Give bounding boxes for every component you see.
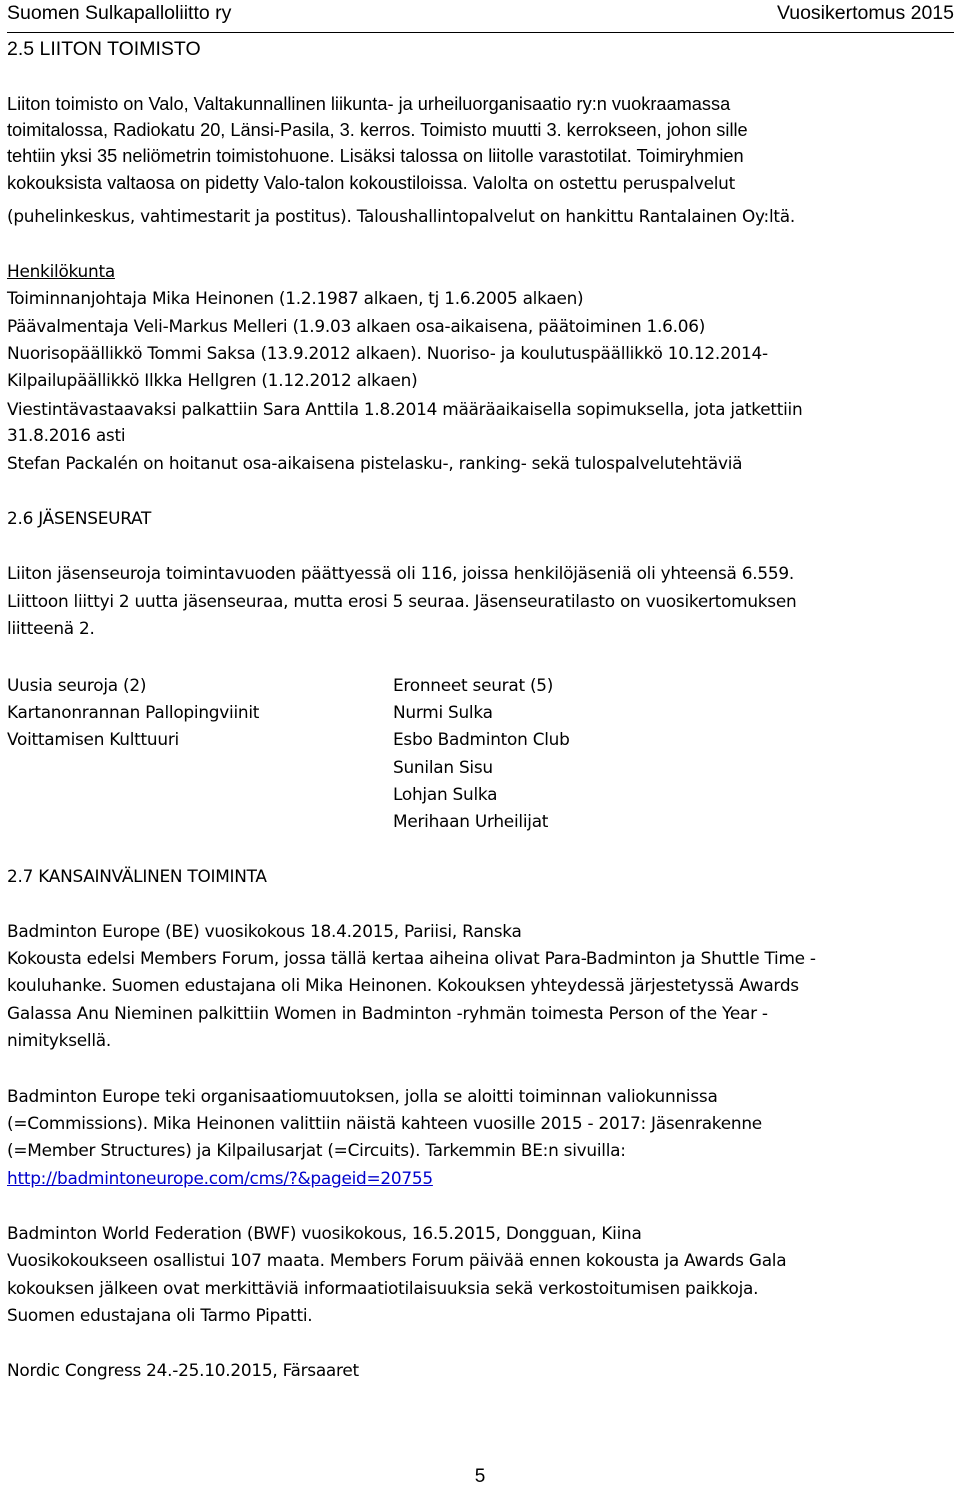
intl-text-line: Badminton Europe (BE) vuosikokous 18.4.2015, Pariisi, Ranska	[7, 921, 522, 941]
intl-text-line: Suomen edustajana oli Tarmo Pipatti.	[7, 1305, 313, 1325]
new-club-item: Voittamisen Kulttuuri	[7, 729, 179, 749]
header-document-title: Vuosikertomus 2015	[776, 2, 954, 24]
section-heading-clubs: 2.6 JÄSENSEURAT	[7, 508, 152, 528]
intl-text-line: kouluhanke. Suomen edustajana oli Mika Heinonen. Kokouksen yhteydessä järjestetyssä Awards	[7, 975, 799, 995]
intl-text-line: Nordic Congress 24.-25.10.2015, Färsaaret	[7, 1360, 359, 1380]
page-number: 5	[474, 1466, 486, 1487]
intl-text-line: Galassa Anu Nieminen palkittiin Women in Badminton -ryhmän toimesta Person of the Year -	[7, 1003, 768, 1023]
intl-text-line: Badminton World Federation (BWF) vuosikokous, 16.5.2015, Dongguan, Kiina	[7, 1223, 642, 1243]
staff-heading: Henkilökunta	[7, 261, 115, 281]
staff-line: Nuorisopäällikkö Tommi Saksa (13.9.2012 alkaen). Nuoriso- ja koulutuspäällikkö 10.12.2014-	[7, 343, 768, 363]
new-club-item: Kartanonrannan Pallopingviinit	[7, 702, 260, 722]
staff-line: 31.8.2016 asti	[7, 425, 126, 445]
clubs-text-line: Liiton jäsenseuroja toimintavuoden päättyessä oli 116, joissa henkilöjäseniä oli yhteensä 6.559.	[7, 563, 794, 583]
staff-line: Toiminnanjohtaja Mika Heinonen (1.2.1987 alkaen, tj 1.6.2005 alkaen)	[7, 288, 584, 308]
new-clubs-title: Uusia seuroja (2)	[7, 675, 147, 695]
section-heading-office: 2.5 LIITON TOIMISTO	[7, 38, 201, 60]
header-organization: Suomen Sulkapalloliitto ry	[7, 2, 232, 24]
intl-text-line: nimityksellä.	[7, 1030, 111, 1050]
left-club-item: Merihaan Urheilijat	[393, 811, 549, 831]
clubs-text-line: liitteenä 2.	[7, 618, 95, 638]
staff-line: Viestintävastaavaksi palkattiin Sara Anttila 1.8.2014 määräaikaisella sopimuksella, jota jatkettiin	[7, 399, 803, 419]
left-clubs-title: Eronneet seurat (5)	[393, 675, 554, 695]
left-club-item: Lohjan Sulka	[393, 784, 498, 804]
office-text-line: Liiton toimisto on Valo, Valtakunnallinen liikunta- ja urheiluorganisaatio ry:n vuokraamassa	[7, 94, 731, 114]
badminton-europe-link[interactable]: http://badmintoneurope.com/cms/?&pageid=20755	[7, 1168, 433, 1188]
intl-text-line: Badminton Europe teki organisaatiomuutoksen, jolla se aloitti toiminnan valiokunnissa	[7, 1086, 718, 1106]
left-club-item: Sunilan Sisu	[393, 757, 493, 777]
office-text-line: (puhelinkeskus, vahtimestarit ja postitus). Taloushallintopalvelut on hankittu Rantalainen Oy:ltä.	[7, 206, 796, 226]
intl-text-line: Kokousta edelsi Members Forum, jossa tällä kertaa aiheina olivat Para-Badminton ja Shuttle Time -	[7, 948, 816, 968]
clubs-text-line: Liittoon liittyi 2 uutta jäsenseuraa, mutta erosi 5 seuraa. Jäsenseuratilasto on vuosikertomuksen	[7, 591, 797, 611]
intl-text-line: (=Commissions). Mika Heinonen valittiin näistä kahteen vuosille 2015 - 2017: Jäsenrakenne	[7, 1113, 762, 1133]
staff-line: Stefan Packalén on hoitanut osa-aikaisena pistelasku-, ranking- sekä tulospalvelutehtäviä	[7, 453, 743, 473]
intl-text-line: (=Member Structures) ja Kilpailusarjat (=Circuits). Tarkemmin BE:n sivuilla:	[7, 1140, 626, 1160]
left-club-item: Esbo Badminton Club	[393, 729, 570, 749]
section-heading-international: 2.7 KANSAINVÄLINEN TOIMINTA	[7, 866, 267, 886]
office-text-line: tehtiin yksi 35 neliömetrin toimistohuone. Lisäksi talossa on liitolle varastotilat. Toimiryhmien	[7, 146, 744, 166]
office-text-line: toimitalossa, Radiokatu 20, Länsi-Pasila, 3. kerros. Toimisto muutti 3. kerrokseen, johon sille	[7, 120, 748, 140]
left-club-item: Nurmi Sulka	[393, 702, 493, 722]
intl-text-line: kokouksen jälkeen ovat merkittäviä informaatiotilaisuuksia sekä verkostoitumisen paikkoja.	[7, 1278, 759, 1298]
staff-line: Päävalmentaja Veli-Markus Melleri (1.9.03 alkaen osa-aikaisena, päätoiminen 1.6.06)	[7, 316, 706, 336]
intl-text-line: Vuosikokoukseen osallistui 107 maata. Members Forum päivää ennen kokousta ja Awards Gala	[7, 1250, 787, 1270]
staff-line: Kilpailupäällikkö Ilkka Hellgren (1.12.2012 alkaen)	[7, 370, 418, 390]
office-text-line: kokouksista valtaosa on pidetty Valo-talon kokoustiloissa. Valolta on ostettu peruspalvelut	[7, 173, 736, 193]
page-header	[7, 2, 954, 33]
